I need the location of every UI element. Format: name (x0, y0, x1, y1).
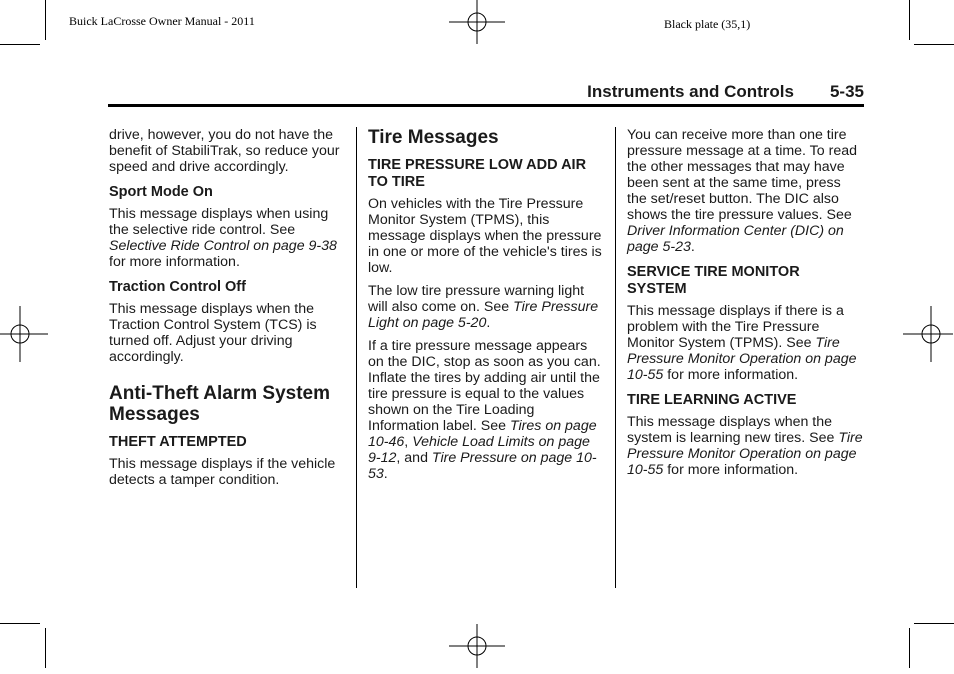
crop-mark (914, 44, 954, 45)
paragraph: On vehicles with the Tire Pressure Monitor System (TPMS), this message displays when the pressure in one or more of the vehicle's tires is low. (368, 196, 602, 276)
section-title: Instruments and Controls (587, 82, 794, 101)
column-divider (615, 127, 616, 588)
cross-reference-link[interactable]: Selective Ride Control on page 9-38 (109, 238, 337, 254)
paragraph: This message displays when using the selective ride control. See Selective Ride Control on page 9-38 for more information. (109, 206, 337, 270)
heading-tire-learning-active: TIRE LEARNING ACTIVE (627, 392, 797, 408)
registration-mark-icon (0, 306, 48, 362)
paragraph: This message displays when the system is learning new tires. See Tire Pressure Monitor Operation on page 10-55 for more information. (627, 414, 863, 478)
cross-reference-link[interactable]: Tires on page 10-46 (368, 418, 597, 450)
column-divider (356, 127, 357, 588)
heading-tire-pressure-low: TIRE PRESSURE LOW ADD AIR TO TIRE (368, 157, 587, 190)
manual-slug: Buick LaCrosse Owner Manual - 2011 (69, 14, 255, 28)
heading-anti-theft-alarm-system-messages: Anti-Theft Alarm System Messages (109, 383, 330, 425)
registration-mark-icon (449, 0, 505, 50)
heading-tire-messages: Tire Messages (368, 127, 499, 148)
column-2 (368, 127, 604, 489)
crop-mark (909, 628, 910, 668)
paragraph: This message displays if there is a problem with the Tire Pressure Monitor System (TPMS). See Tire Pressure Monitor Operation on page 10-55 for more information. (627, 303, 857, 383)
heading-traction-control-off: Traction Control Off (109, 279, 246, 295)
cross-reference-link[interactable]: Tire Pressure Monitor Operation on page 10-55 (627, 335, 857, 383)
paragraph: This message displays if the vehicle detects a tamper condition. (109, 456, 336, 488)
cross-reference-link[interactable]: Tire Pressure Light on page 5-20 (368, 299, 599, 331)
running-header (108, 82, 864, 107)
paragraph: The low tire pressure warning light will also come on. See Tire Pressure Light on page 5-20. (368, 283, 599, 331)
column-3 (627, 127, 863, 485)
crop-mark (909, 0, 910, 40)
paragraph: If a tire pressure message appears on the DIC, stop as soon as you can. Inflate the tires by adding air until the tire pressure is equal to the values shown on the Tire Loading Information label. See Tires on page 10-46, Vehicle Load Limits on page 9-12, and Tire Pressure on page 10-53. (368, 338, 601, 482)
cross-reference-link[interactable]: Driver Information Center (DIC) on page 5-23 (627, 223, 844, 255)
crop-mark (0, 44, 40, 45)
plate-slug: Black plate (35,1) (664, 17, 751, 31)
heading-sport-mode-on: Sport Mode On (109, 184, 213, 200)
heading-service-tire-monitor-system: SERVICE TIRE MONITOR SYSTEM (627, 264, 800, 297)
registration-mark-icon (903, 306, 954, 362)
cross-reference-link[interactable]: Tire Pressure on page 10-53 (368, 450, 597, 482)
crop-mark (45, 0, 46, 40)
cross-reference-link[interactable]: Tire Pressure Monitor Operation on page 10-55 (627, 430, 863, 478)
crop-mark (914, 623, 954, 624)
paragraph: This message displays when the Traction Control System (TCS) is turned off. Adjust your driving accordingly. (109, 301, 317, 365)
heading-theft-attempted: THEFT ATTEMPTED (109, 434, 247, 450)
cross-reference-link[interactable]: Vehicle Load Limits on page 9-12 (368, 434, 590, 466)
page-number: 5-35 (829, 82, 864, 101)
registration-mark-icon (449, 618, 505, 674)
crop-mark (45, 628, 46, 668)
column-1 (109, 127, 347, 495)
paragraph: drive, however, you do not have the benefit of StabiliTrak, so reduce your speed and drive accordingly. (109, 127, 340, 175)
paragraph: You can receive more than one tire pressure message at a time. To read the other messages that may have been sent at the same time, press the set/reset button. The DIC also shows the tire pressure values. See Driver Information Center (DIC) on page 5-23. (627, 127, 858, 255)
crop-mark (0, 623, 40, 624)
